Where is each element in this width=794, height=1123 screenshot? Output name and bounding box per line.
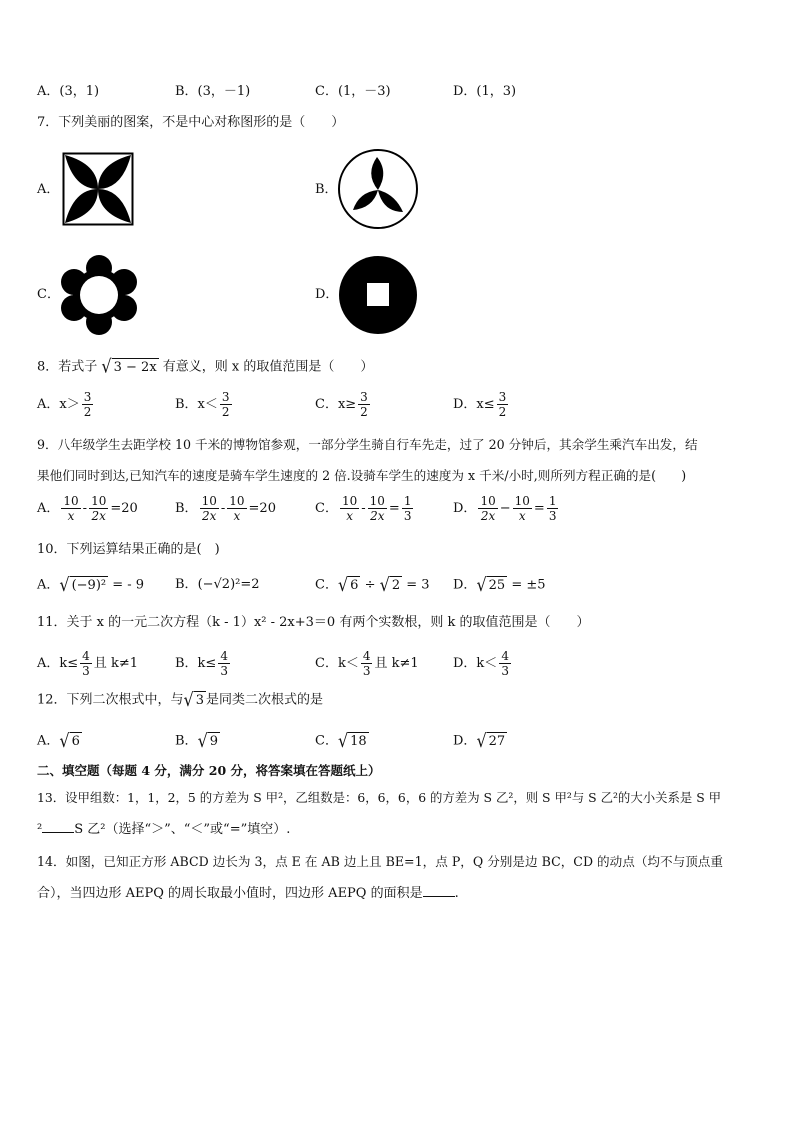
- q11-d-label: D．k＜: [453, 656, 498, 671]
- q11-option-d: [453, 649, 513, 678]
- q10-b-label: B．: [175, 577, 198, 592]
- q9-b-den2-x: x: [233, 509, 241, 523]
- q9-d-frac1: [478, 494, 497, 523]
- q11-c-num: 4: [362, 649, 371, 663]
- q8-b-label: B．x＜: [175, 397, 218, 412]
- q9-option-a: [37, 494, 138, 523]
- q14-line2: [37, 884, 459, 903]
- q10-option-c: [315, 573, 430, 596]
- q13-line2: [37, 820, 290, 839]
- q12-b-sqrt: √ 9: [197, 729, 219, 752]
- q10-c-sqrt1: √ 6: [337, 573, 359, 596]
- section2-title: 二、填空题（每题 4 分，满分 20 分，将答案填在答题纸上）: [37, 763, 381, 778]
- q8-option-a: [37, 390, 95, 419]
- q9-b-frac2: [227, 494, 246, 523]
- q9-a-eq20: =20: [110, 501, 138, 516]
- q10-d-tail: = ±5: [507, 577, 546, 593]
- q8-d-den: 2: [498, 405, 507, 419]
- q8-a-frac: [82, 390, 94, 419]
- q8-c-den: 2: [360, 405, 368, 419]
- q10-a-label: A．: [37, 577, 60, 593]
- q8-a-num: 3: [83, 390, 92, 404]
- q9-b-den2: [232, 509, 243, 523]
- q11-b-label: B．k≤: [175, 656, 217, 671]
- q8-option-b: [175, 390, 234, 419]
- q11-b-frac: [218, 649, 230, 678]
- q7-figure-a-four-petals: [62, 152, 134, 226]
- q9-b-eq20: =20: [248, 501, 276, 516]
- q10-stem: 10．下列运算结果正确的是( ): [37, 542, 220, 557]
- q7-label-c: C．: [37, 287, 60, 302]
- q12-a-r: 6: [71, 734, 80, 749]
- q7-stem: 7．下列美丽的图案，不是中心对称图形的是（ ）: [37, 115, 345, 130]
- q7-label-b: B．: [315, 182, 338, 197]
- q11-b-num: 4: [220, 649, 228, 663]
- q9-line1: 9．八年级学生去距学校 10 千米的博物馆参观，一部分学生骑自行车先走，过了 20 分钟后，其余学生乘汽车出发，结: [37, 437, 698, 452]
- q6-option-c: C．(1，－3): [315, 84, 391, 99]
- q10-c-mid: ÷: [360, 577, 380, 593]
- q13-line2-post: S 乙²（选择“＞”、“＜”或“=”填空）.: [74, 822, 291, 837]
- q9-c-eq: =: [388, 501, 400, 516]
- q12-option-c: [315, 729, 369, 752]
- q6-option-d: D．(1，3): [453, 84, 517, 99]
- q8-option-d: [453, 390, 510, 419]
- q12-d-label: D．: [453, 733, 477, 749]
- q12-a-label: A．: [37, 733, 60, 749]
- q9-option-b: [175, 494, 276, 523]
- q12-c-label: C．: [315, 733, 338, 749]
- q11-b-den: 3: [220, 664, 228, 678]
- q9-a-den2-2x: 2x: [91, 509, 106, 523]
- q9-d-minus: −: [499, 501, 511, 516]
- q11-c-label: C．k＜: [315, 656, 359, 671]
- q9-a-label: A．: [37, 501, 60, 516]
- q12-d-sqrt: √ 27: [476, 729, 506, 752]
- q9-b-num2: 10: [229, 494, 245, 508]
- q6-option-a: A．(3，1): [37, 84, 100, 99]
- q11-a-den: 3: [82, 664, 90, 678]
- q11-a-num: 4: [82, 649, 90, 663]
- q9-a-minus: -: [82, 501, 88, 516]
- q10-c-sqrt2: √ 2: [379, 573, 401, 596]
- q12-stem-r: 3: [195, 693, 205, 708]
- q9-option-c: [315, 494, 415, 523]
- q10-b-expr: (−√2)²=2: [197, 577, 260, 592]
- q8-radicand: 3 − 2x: [113, 360, 157, 375]
- q12-stem-pre: 12．下列二次根式中，与: [37, 692, 184, 708]
- q8-option-c: [315, 390, 372, 419]
- q13-answer-blank[interactable]: [42, 820, 74, 833]
- q7-label-d: D．: [315, 287, 339, 302]
- q14-line1: 14．如图，已知正方形 ABCD 边长为 3，点 E 在 AB 边上且 BE=1，点 P，Q 分别是边 BC，CD 的动点（均不与顶点重: [37, 854, 723, 869]
- q8-a-label: A．x＞: [37, 397, 80, 412]
- q11-d-den: 3: [501, 664, 509, 678]
- q9-d-den1-2x: 2x: [480, 509, 496, 523]
- q12-option-d: [453, 729, 507, 752]
- q11-option-a: [37, 649, 138, 678]
- q9-d-frac2: [513, 494, 532, 523]
- q10-c-tail: = 3: [402, 577, 430, 593]
- q6-option-b: B．(3，－1): [175, 84, 251, 99]
- q8-stem-post: 有意义，则 x 的取值范围是（ ）: [162, 359, 374, 375]
- q7-figure-c-flower: [60, 254, 138, 336]
- q10-d-r: 25: [488, 578, 506, 593]
- q8-b-den: 2: [221, 405, 230, 419]
- q9-c-den2-2x: 2x: [370, 509, 385, 523]
- q8-c-label: C．x≥: [315, 397, 357, 412]
- q8-a-den: 2: [83, 405, 92, 419]
- q10-option-d: [453, 573, 546, 596]
- q10-option-a: [37, 573, 145, 596]
- q8-d-label: D．x≤: [453, 397, 495, 412]
- q9-a-den1: [66, 509, 77, 523]
- q12-b-label: B．: [175, 733, 198, 749]
- q9-b-frac1: [200, 494, 219, 523]
- q11-a-label: A．k≤: [37, 656, 79, 671]
- q8-d-frac: [497, 390, 509, 419]
- q12-c-sqrt: √ 18: [337, 729, 367, 752]
- q10-option-b: [175, 576, 260, 594]
- q8-c-num: 3: [360, 390, 368, 404]
- q9-a-num2: 10: [91, 494, 107, 508]
- q12-a-sqrt: √ 6: [59, 729, 80, 752]
- q10-c-r1: 6: [350, 578, 359, 593]
- q7-figure-b-three-blades: [337, 148, 419, 230]
- q10-a-inner: (−9)²: [71, 578, 107, 593]
- q8-b-num: 3: [221, 390, 230, 404]
- q12-c-r: 18: [350, 734, 367, 749]
- q12-stem: [37, 688, 324, 711]
- q9-c-den1: [344, 509, 355, 523]
- q8-d-num: 3: [498, 390, 507, 404]
- q9-d-frac3: [547, 494, 559, 523]
- q9-c-frac1: [340, 494, 359, 523]
- q9-c-den1-x: x: [346, 509, 353, 523]
- q11-option-c: [315, 649, 419, 678]
- q10-a-tail: = - 9: [108, 577, 145, 593]
- q11-c-den: 3: [362, 664, 371, 678]
- q14-line2-pre: 合），当四边形 AEPQ 的周长取最小值时，四边形 AEPQ 的面积是: [37, 886, 423, 901]
- q9-a-den2: [90, 509, 108, 523]
- q11-c-tail: 且 k≠1: [374, 656, 419, 671]
- q10-d-sqrt: √ 25: [476, 573, 506, 596]
- q12-d-r: 27: [488, 734, 506, 749]
- q9-b-num1: 10: [201, 494, 217, 508]
- q9-b-den1-2x: 2x: [202, 509, 217, 523]
- q9-c-minus: -: [361, 501, 366, 516]
- q12-option-a: [37, 729, 82, 752]
- q9-b-minus: -: [220, 501, 226, 516]
- q8-b-frac: [220, 390, 232, 419]
- q12-b-r: 9: [209, 734, 219, 749]
- q9-d-num1: 10: [480, 494, 496, 508]
- q11-a-tail: 且 k≠1: [93, 656, 138, 671]
- q9-d-den2: [517, 509, 528, 523]
- q9-a-frac2: [89, 494, 108, 523]
- q8-stem-pre: 8．若式子: [37, 359, 98, 375]
- q9-c-num1: 10: [341, 494, 358, 508]
- q14-line2-post: .: [454, 886, 459, 901]
- q9-b-label: B．: [175, 501, 198, 516]
- q11-d-num: 4: [501, 649, 509, 663]
- q12-option-b: [175, 729, 220, 752]
- q11-option-b: [175, 649, 232, 678]
- q14-answer-blank[interactable]: [423, 884, 455, 897]
- q9-a-frac1: [61, 494, 80, 523]
- q9-c-label: C．: [315, 501, 338, 516]
- q9-a-den1-x: x: [67, 509, 75, 523]
- q11-c-frac: [361, 649, 373, 678]
- q9-d-eq: =: [533, 501, 545, 516]
- q13-line2-pre: ²: [37, 822, 43, 837]
- q10-d-label: D．: [453, 577, 477, 593]
- q9-line2: 果他们同时到达,已知汽车的速度是骑车学生速度的 2 倍.设骑车学生的速度为 x 千米/小时,则所列方程正确的是( ): [37, 468, 687, 483]
- q8-c-frac: [358, 390, 370, 419]
- q9-option-d: [453, 494, 560, 523]
- q13-line1: 13．设甲组数：1，1，2，5 的方差为 S 甲²，乙组数是：6，6，6，6 的方差为 S 乙²，则 S 甲²与 S 乙²的大小关系是 S 甲: [37, 790, 722, 805]
- q9-c-num3: 1: [403, 494, 412, 508]
- q7-label-a: A．: [37, 182, 60, 197]
- q7-figure-d-coin: [338, 255, 418, 335]
- q9-a-num1: 10: [63, 494, 79, 508]
- q9-c-frac3: [402, 494, 414, 523]
- q9-d-label: D．: [453, 501, 477, 516]
- q9-b-den1: [200, 509, 218, 523]
- q9-d-num2: 10: [514, 494, 530, 508]
- q9-c-den3: 3: [403, 509, 412, 523]
- q9-c-den2: [368, 509, 386, 523]
- q8-sqrt: √ 3 − 2x: [101, 355, 157, 378]
- q9-d-num3: 1: [548, 494, 557, 508]
- q11-stem: 11．关于 x 的一元二次方程（k - 1）x² - 2x+3＝0 有两个实数根，则 k 的取值范围是（ ）: [37, 615, 590, 630]
- q11-a-frac: [80, 649, 92, 678]
- q9-d-den2-x: x: [518, 509, 526, 523]
- q10-c-label: C．: [315, 577, 338, 593]
- q12-stem-post: 是同类二次根式的是: [206, 692, 324, 708]
- q10-c-r2: 2: [391, 578, 401, 593]
- q12-stem-sqrt: √ 3: [183, 688, 205, 711]
- q11-d-frac: [499, 649, 511, 678]
- q8-stem: [37, 355, 374, 378]
- q10-a-sqrt: √ (−9)²: [59, 573, 107, 596]
- q9-c-num2: 10: [369, 494, 385, 508]
- q9-d-den1: [479, 509, 497, 523]
- q9-c-frac2: [368, 494, 387, 523]
- q9-d-den3: 3: [548, 509, 557, 523]
